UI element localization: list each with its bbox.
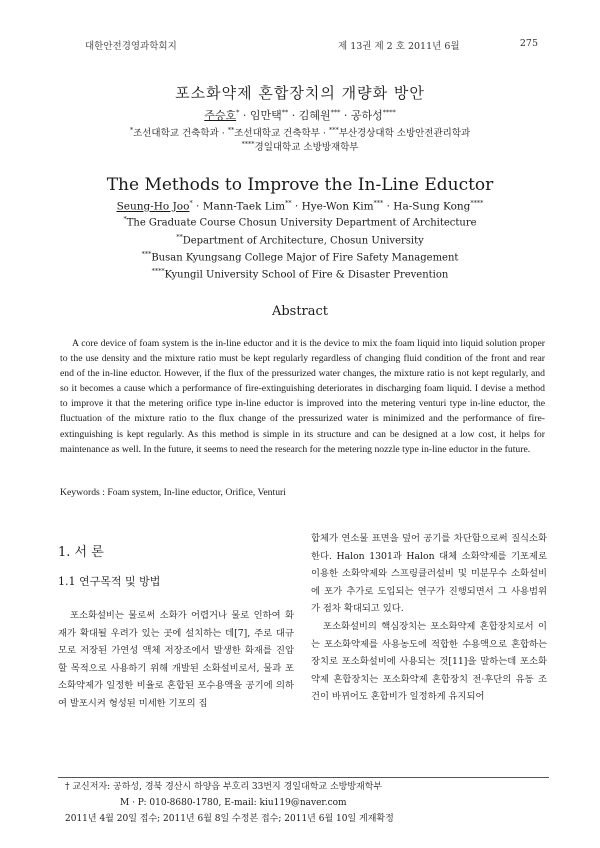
right-column-paragraph-2: 포소화설비의 핵심장치는 포소화약제 혼합장치로서 이는 포소화약제를 사용농도에 적합한 수용액으로 혼합하는 장치로 포소화설비에 사용되는 것[11]을 말하는데 포소화약제 혼합장치는 포소화약제 혼합장치 전·후단의 유동 조건이 바뀌어도 혼합비가 일정하게 유지되어 <box>311 620 547 703</box>
aff-text: 경일대학교 소방방재학부 <box>254 142 359 154</box>
aff-mark: **** <box>241 140 255 148</box>
author-1-ko-mark: * <box>236 108 240 117</box>
aff-text: 조선대학교 건축학과 · <box>133 128 228 140</box>
aff-mark: **** <box>151 267 165 275</box>
author-separator: · <box>383 200 394 213</box>
abstract-heading: Abstract <box>271 304 329 319</box>
aff-mark: ** <box>176 233 183 241</box>
english-affiliation-4 <box>0 267 600 280</box>
author-separator: · <box>340 109 351 122</box>
aff-mark: ** <box>227 126 235 134</box>
korean-authors <box>0 107 600 123</box>
abstract-body: A core device of foam system is the in-line eductor and it is the device to mix the foam liquid into liquid solution proper to the use density and the mixture ratio must be kept regularly regardless of changing fluid condition of the front and rear end of the in-line eductor. However, if the flux of the pressurized water changes, the mixture ratio is not kept regularly, and so it becomes a cause which a performance of fire-extinguishing deteriorates in discharging foam liquid. I devise a method to improve it that the metering orifice type in-line eductor is improved into the metering venturi type in-line eductor, the fluctuation of the mixture ratio to the flux change of the pressurized water is minimized and the performance of fire-extinguishing is kept regularly. As this method is simple in its structure and can be designed at a low cost, it helps for maintenance as well. In the future, it seems to need the research for the metering nozzle type in-line eductor in the future. <box>60 338 545 455</box>
author-3-ko-mark: *** <box>330 108 341 117</box>
journal-name: 대한안전경영과학회지 <box>85 41 177 52</box>
english-title: The Methods to Improve the In-Line Eductor <box>106 175 494 195</box>
author-separator: · <box>288 109 299 122</box>
left-column-body: 포소화설비는 물로써 소화가 어렵거나 물로 인하여 화재가 확대될 우려가 있는 곳에 설치하는 데[7], 주로 대규모로 저장된 가연성 액체 저장조에서 발생한 화재를 진압할 목적으로 사용하기 위해 개발된 소화설비로서, 물과 포소화약제가 일정한 비율로 혼합된 포수용액을 공기에 의하여 발포시켜 형성된 미세한 기포의 집 <box>58 610 294 709</box>
author-4-en: Ha-Sung Kong <box>393 200 471 213</box>
aff-text: 부산경상대학 소방안전관리학과 <box>338 128 471 140</box>
issue-info: 제 13권 제 2 호 2011년 6월 <box>338 41 460 52</box>
author-3-en: Hye-Won Kim <box>301 200 374 213</box>
footnote-divider <box>58 777 549 778</box>
author-2-ko: 임만택 <box>249 109 282 122</box>
english-affiliation-3 <box>0 250 600 263</box>
korean-affiliations-line2 <box>0 138 600 154</box>
right-column-paragraph-1: 합체가 연소물 표면을 덮어 공기를 차단함으로써 질식소화한다. Halon 1301과 Halon 대체 소화약제를 기포제로 이용한 소화약제와 스프링클러설비 및 미분무수 소화설비에 포가 추가로 도입되는 연구가 진행되면서 그 사용범위가 점차 확대되고 있다. <box>311 533 547 615</box>
subsection-heading: 1.1 연구목적 및 방법 <box>58 575 161 588</box>
contact-note: M · P: 010-8680-1780, E-mail: kiu119@naver.com <box>120 798 347 808</box>
author-separator: · <box>239 109 250 122</box>
english-affiliation-1 <box>0 215 600 228</box>
author-1-en: Seung-Ho Joo <box>116 200 190 213</box>
aff-text: Department of Architecture, Chosun University <box>182 235 424 247</box>
author-separator: · <box>192 200 203 213</box>
author-4-ko-mark: **** <box>382 108 396 117</box>
author-2-en: Mann-Taek Lim <box>202 200 286 213</box>
english-affiliation-2 <box>0 233 600 246</box>
author-separator: · <box>291 200 302 213</box>
corresponding-author-note: † 교신저자: 공하성, 경북 경산시 하양읍 부호리 33번지 경일대학교 소방방재학부 <box>65 782 383 792</box>
korean-title: 포소화약제 혼합장치의 개량화 방안 <box>175 84 425 102</box>
author-4-ko: 공하성 <box>350 109 383 122</box>
author-3-en-mark: *** <box>373 199 384 207</box>
aff-text: Busan Kyungsang College Major of Fire Safety Management <box>151 252 459 264</box>
aff-mark: * <box>129 126 134 134</box>
keywords: Keywords : Foam system, In-line eductor, Orifice, Venturi <box>60 487 286 498</box>
author-1-en-mark: * <box>189 199 193 207</box>
author-2-ko-mark: ** <box>281 108 289 117</box>
aff-text: The Graduate Course Chosun University Department of Architecture <box>126 217 477 229</box>
aff-mark: *** <box>328 126 339 134</box>
author-4-en-mark: **** <box>470 199 484 207</box>
section-heading: 1. 서 론 <box>58 545 104 560</box>
author-1-ko: 주승호 <box>204 109 237 122</box>
english-authors <box>0 199 600 213</box>
page-number: 275 <box>519 38 538 49</box>
right-column <box>311 530 547 706</box>
author-3-ko: 김혜원 <box>298 109 331 122</box>
aff-mark: *** <box>141 250 152 258</box>
received-dates-note: 2011년 4월 20일 접수; 2011년 6월 8일 수정본 접수; 2011년 6월 10일 게재확정 <box>65 814 394 824</box>
aff-text: 조선대학교 건축학부 · <box>234 128 329 140</box>
aff-mark: * <box>123 215 127 223</box>
aff-text: Kyungil University School of Fire & Disaster Prevention <box>164 269 449 281</box>
author-2-en-mark: ** <box>285 199 292 207</box>
